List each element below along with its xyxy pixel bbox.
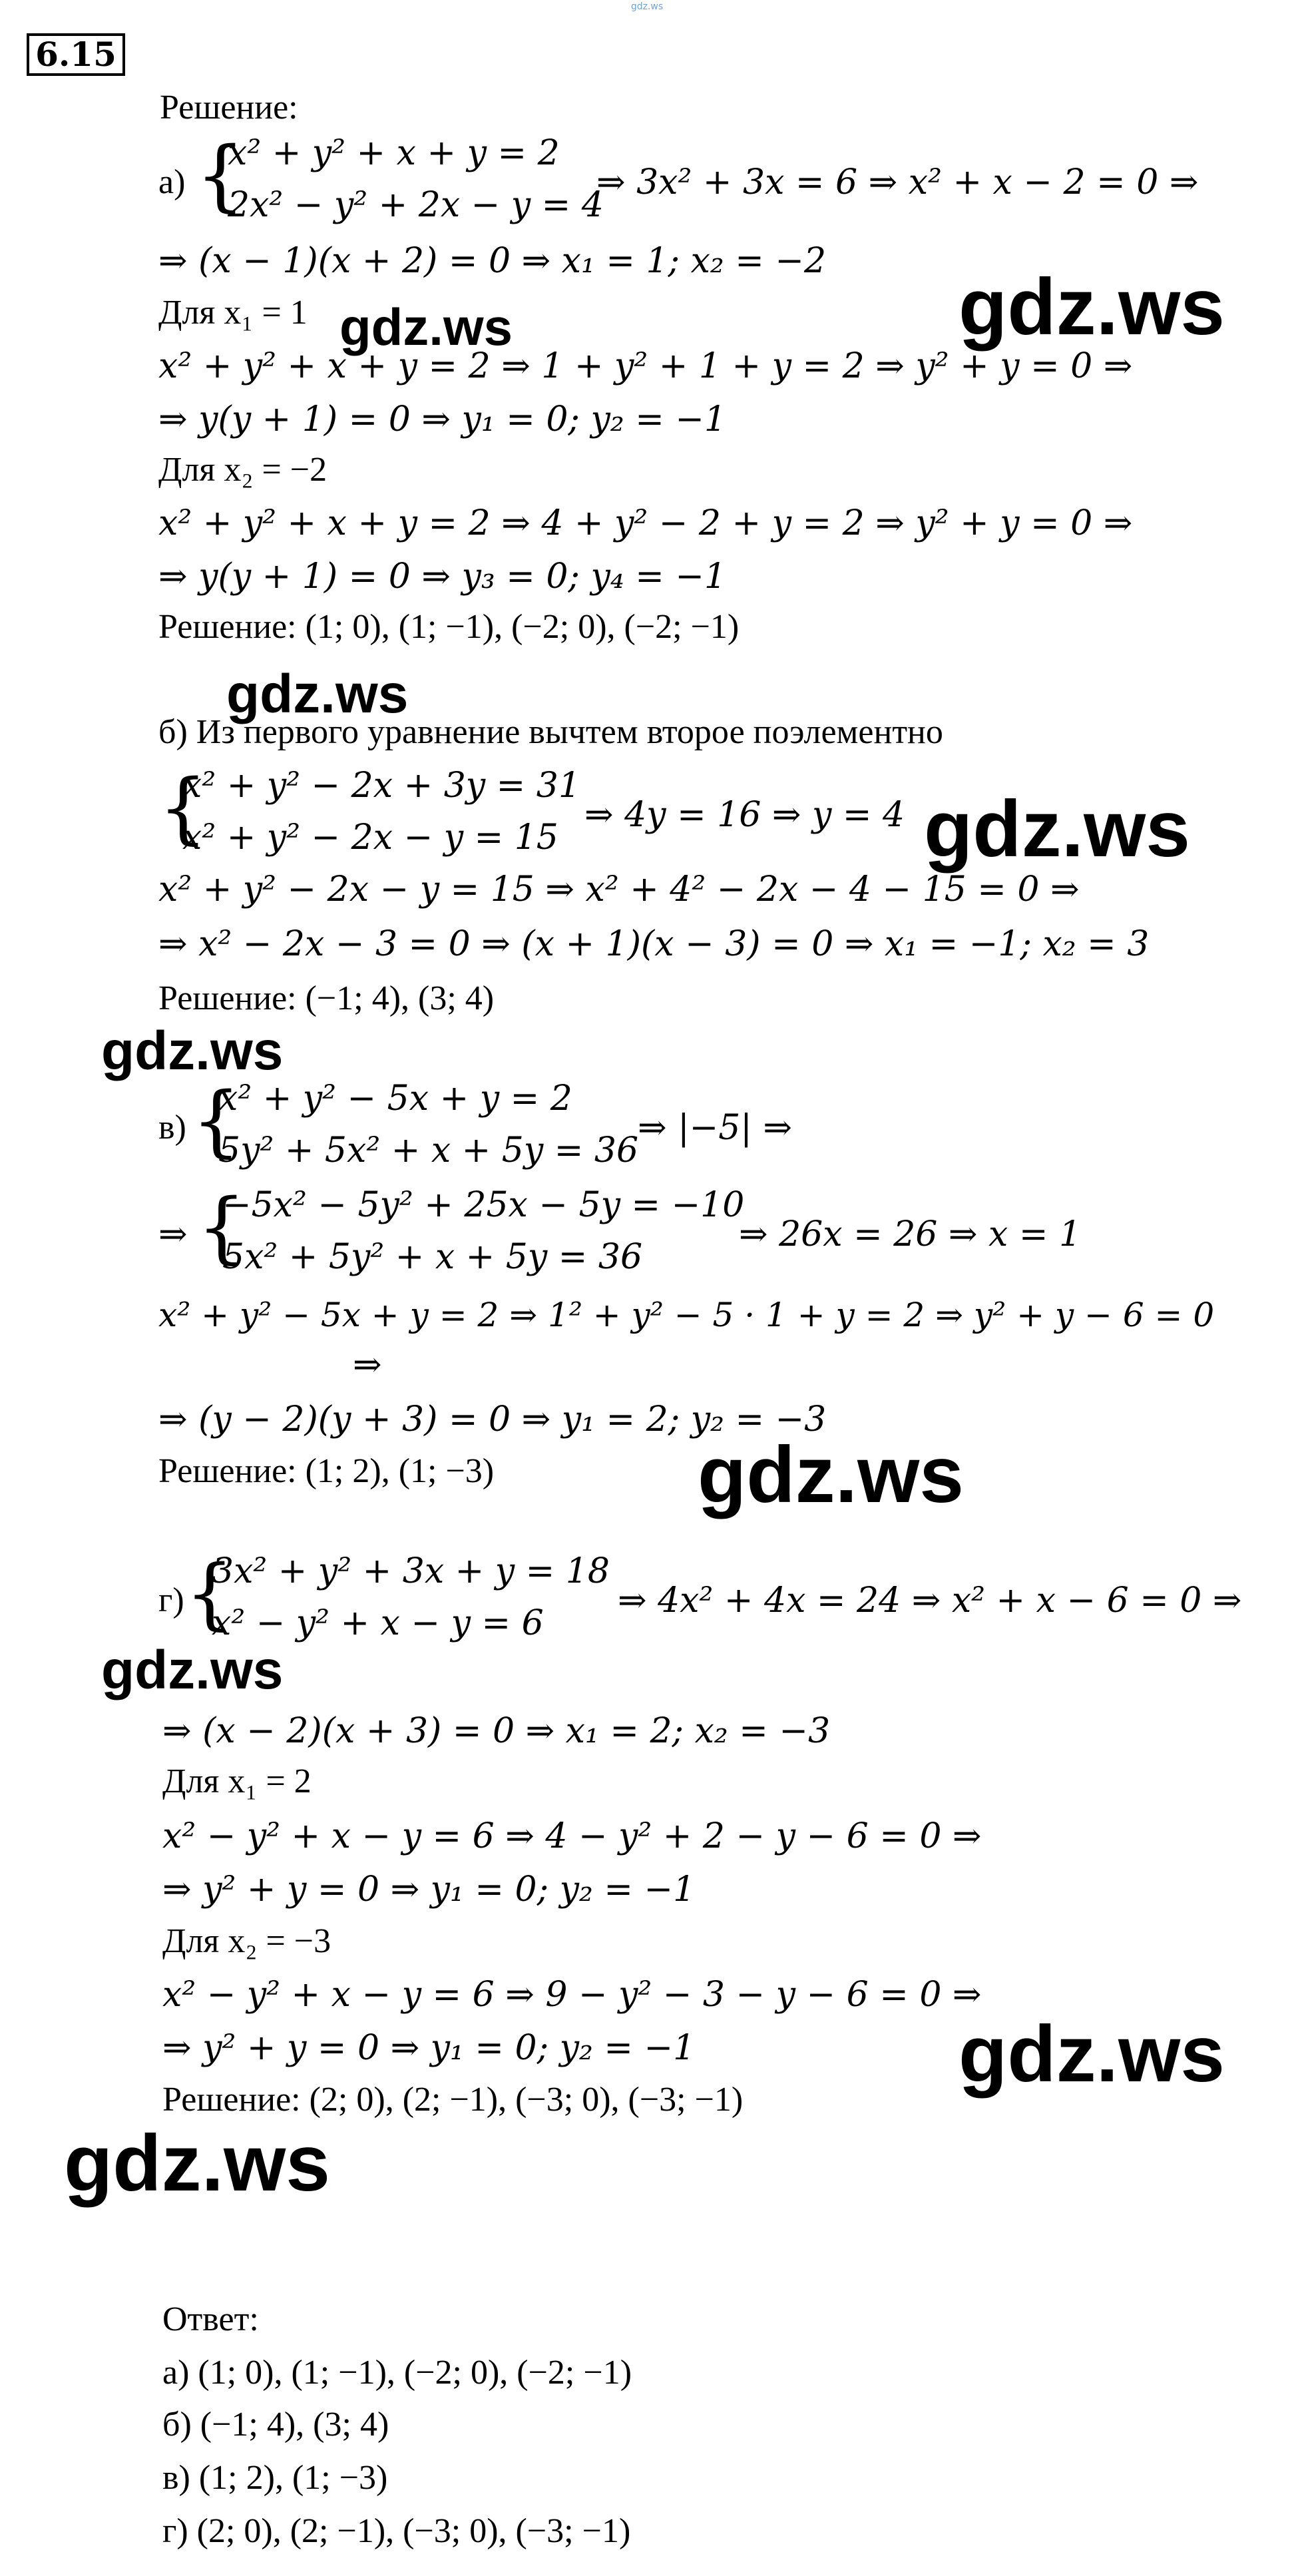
part-d-line: ⇒ (x − 2)(x + 3) = 0 ⇒ x₁ = 2; x₂ = −3: [162, 1711, 831, 1751]
watermark: gdz.ws: [339, 298, 513, 356]
system-c-combined-eq2: 5x² + 5y² + x + 5y = 36: [222, 1237, 643, 1277]
answer-item: в) (1; 2), (1; −3): [162, 2459, 388, 2497]
system-a-eq2: 2x² − y² + 2x − y = 4: [228, 185, 604, 225]
brace-c-combined: {: [197, 1182, 246, 1272]
part-c-solution: Решение: (1; 2), (1; −3): [158, 1452, 495, 1490]
system-c-combined-prefix: ⇒: [158, 1214, 188, 1254]
part-a-line: x² + y² + x + y = 2 ⇒ 4 + y² − 2 + y = 2 ⇒ y² + y = 0 ⇒: [158, 503, 1133, 543]
watermark: gdz.ws: [101, 1640, 284, 1700]
system-d: [158, 1551, 1277, 1645]
watermark: gdz.ws: [64, 2119, 331, 2208]
part-c-line: ⇒: [353, 1345, 382, 1385]
watermark: gdz.ws: [226, 664, 409, 724]
system-b-eq2: x² + y² − 2x − y = 15: [182, 818, 558, 858]
part-a-label: а): [158, 163, 186, 201]
system-c-result: ⇒ |−5| ⇒: [638, 1108, 792, 1148]
part-d-line: x² − y² + x − y = 6 ⇒ 9 − y² − 3 − y − 6 = 0 ⇒: [162, 1975, 982, 2015]
part-c-line: x² + y² − 5x + y = 2 ⇒ 1² + y² − 5 · 1 + y = 2 ⇒ y² + y − 6 = 0: [158, 1296, 1215, 1334]
system-c-combined: [158, 1182, 1223, 1278]
watermark: gdz.ws: [698, 1430, 965, 1519]
part-d-solution: Решение: (2; 0), (2; −1), (−3; 0), (−3; −1): [162, 2081, 744, 2119]
answer-item: б) (−1; 4), (3; 4): [162, 2406, 389, 2444]
part-d-label: г): [158, 1581, 184, 1619]
part-c-label: в): [158, 1109, 186, 1147]
brace-a: {: [196, 130, 245, 220]
system-b-result: ⇒ 4y = 16 ⇒ y = 4: [584, 795, 905, 835]
system-a: [158, 130, 1223, 226]
part-d-line: ⇒ y² + y = 0 ⇒ y₁ = 0; y₂ = −1: [162, 1870, 696, 1910]
system-c-combined-result: ⇒ 26x = 26 ⇒ x = 1: [739, 1214, 1082, 1254]
system-d-result: ⇒ 4x² + 4x = 24 ⇒ x² + x − 6 = 0 ⇒: [618, 1581, 1242, 1621]
brace-d: {: [185, 1549, 234, 1639]
part-a-line: x² + y² + x + y = 2 ⇒ 1 + y² + 1 + y = 2 ⇒ y² + y = 0 ⇒: [158, 346, 1133, 386]
source-mark: gdz.ws: [630, 1, 664, 12]
part-a-line: ⇒ (x − 1)(x + 2) = 0 ⇒ x₁ = 1; x₂ = −2: [158, 241, 827, 281]
system-d-eq1: 3x² + y² + 3x + y = 18: [212, 1551, 610, 1591]
answer-item: г) (2; 0), (2; −1), (−3; 0), (−3; −1): [162, 2512, 631, 2550]
part-d-line: x² − y² + x − y = 6 ⇒ 4 − y² + 2 − y − 6 = 0 ⇒: [162, 1816, 982, 1856]
part-d-line: ⇒ y² + y = 0 ⇒ y₁ = 0; y₂ = −1: [162, 2028, 696, 2068]
answer-title: Ответ:: [162, 2300, 259, 2338]
brace-b: {: [158, 763, 208, 853]
part-b-intro: б) Из первого уравнение вычтем второе поэлементно: [158, 713, 943, 751]
watermark: gdz.ws: [959, 262, 1225, 352]
watermark: gdz.ws: [101, 1021, 284, 1081]
part-b-solution: Решение: (−1; 4), (3; 4): [158, 979, 495, 1017]
watermark: gdz.ws: [959, 2009, 1225, 2099]
part-a-line: ⇒ y(y + 1) = 0 ⇒ y₃ = 0; y₄ = −1: [158, 557, 726, 597]
brace-c: {: [192, 1076, 241, 1166]
part-a-line: Для x₂ = −2: [158, 451, 327, 489]
watermark: gdz.ws: [924, 784, 1191, 874]
system-d-eq2: x² − y² + x − y = 6: [212, 1603, 544, 1643]
part-d-line: Для x₁ = 2: [162, 1762, 312, 1800]
system-b-eq1: x² + y² − 2x + 3y = 31: [182, 766, 580, 806]
part-b-line: ⇒ x² − 2x − 3 = 0 ⇒ (x + 1)(x − 3) = 0 ⇒ x₁ = −1; x₂ = 3: [158, 924, 1150, 964]
system-c: [158, 1076, 1157, 1172]
system-a-eq1: x² + y² + x + y = 2: [228, 133, 560, 173]
part-d-line: Для x₂ = −3: [162, 1922, 331, 1960]
part-a-line: Для x₁ = 1: [158, 294, 308, 332]
system-c-eq1: x² + y² − 5x + y = 2: [218, 1079, 572, 1119]
answer-item: а) (1; 0), (1; −1), (−2; 0), (−2; −1): [162, 2354, 632, 2392]
part-a-solution: Решение: (1; 0), (1; −1), (−2; 0), (−2; −1): [158, 608, 740, 646]
part-b-line: x² + y² − 2x − y = 15 ⇒ x² + 4² − 2x − 4 − 15 = 0 ⇒: [158, 870, 1080, 909]
system-c-combined-eq1: −5x² − 5y² + 25x − 5y = −10: [222, 1185, 745, 1225]
part-c-line: ⇒ (y − 2)(y + 3) = 0 ⇒ y₁ = 2; y₂ = −3: [158, 1400, 827, 1439]
system-a-result: ⇒ 3x² + 3x = 6 ⇒ x² + x − 2 = 0 ⇒: [596, 162, 1199, 202]
solution-heading: Решение:: [160, 89, 298, 127]
system-c-eq2: 5y² + 5x² + x + 5y = 36: [218, 1131, 639, 1170]
problem-number: 6.15: [27, 33, 125, 76]
part-a-line: ⇒ y(y + 1) = 0 ⇒ y₁ = 0; y₂ = −1: [158, 399, 726, 439]
